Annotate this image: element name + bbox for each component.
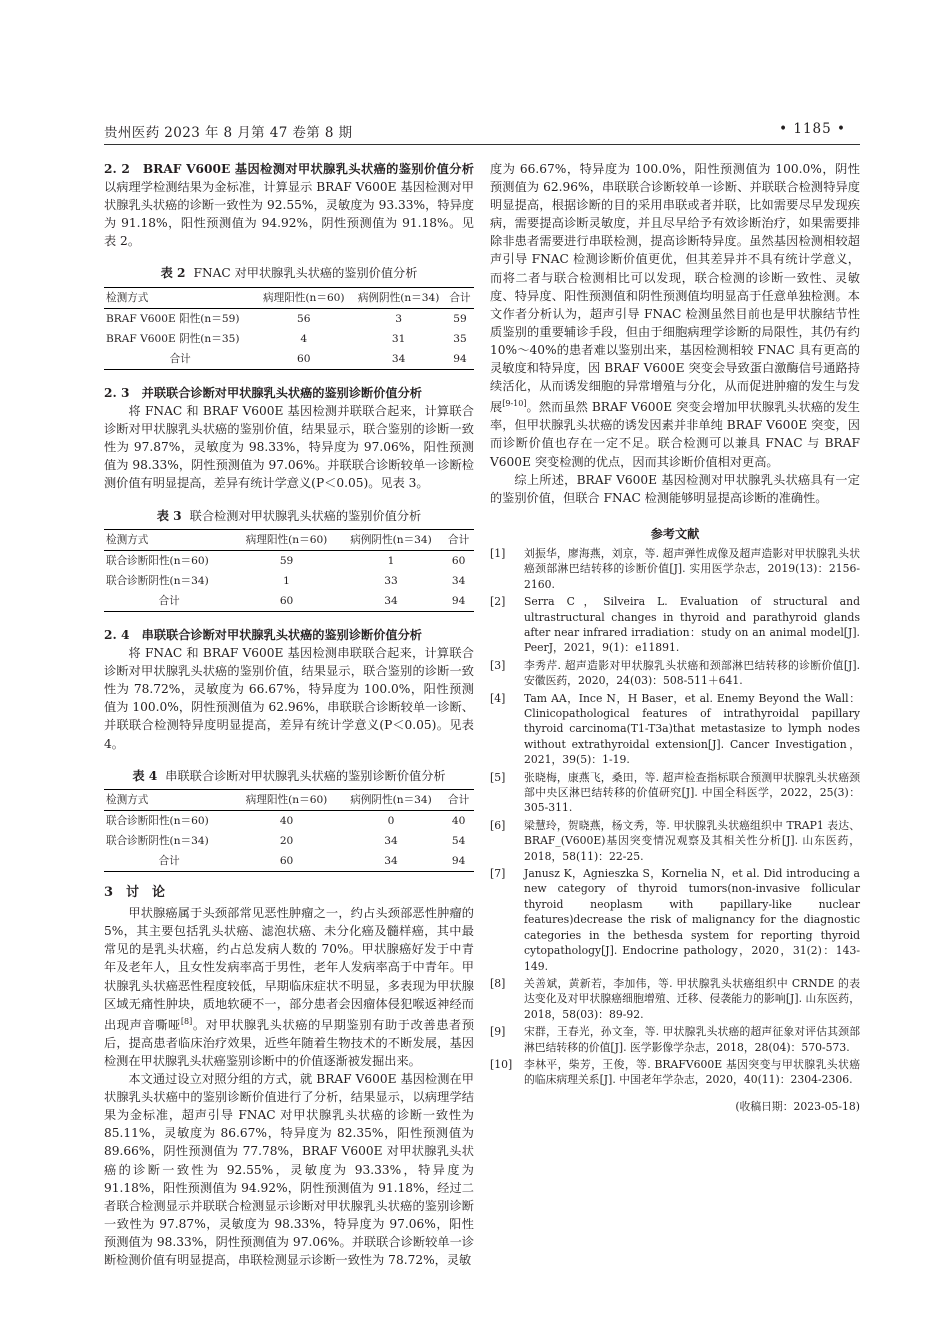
table-cell: 34 bbox=[451, 574, 466, 587]
reference-text: 李林平，柴芳，王俊，等. BRAFV600E 基因突变与甲状腺乳头状癌的临床病理关系[J]. 中国老年学杂志，2020，40(11)：2304-2306. bbox=[524, 1057, 860, 1087]
table-header-cell: 检测方式 bbox=[106, 291, 149, 304]
table-cell: 94 bbox=[451, 594, 466, 607]
table-cell: 联合诊断阴性(n＝34) bbox=[106, 574, 209, 587]
reference-item bbox=[490, 770, 860, 816]
table-3-caption bbox=[104, 507, 474, 525]
table-cell: 3 bbox=[395, 312, 402, 325]
table-2-label: 表 2 bbox=[160, 266, 186, 281]
table-header-cell: 病理阳性(n＝60) bbox=[263, 291, 345, 304]
citation: [8] bbox=[180, 1016, 193, 1026]
table-cell: 34 bbox=[384, 834, 398, 847]
table-2-title: FNAC 对甲状腺乳头状癌的鉴别价值分析 bbox=[193, 266, 418, 281]
table-header-row bbox=[104, 287, 474, 308]
table-header-row bbox=[104, 529, 474, 550]
table-cell: 33 bbox=[384, 574, 398, 587]
table-row bbox=[104, 550, 474, 571]
table-cell: 60 bbox=[279, 594, 294, 607]
section-2-3-body: 将 FNAC 和 BRAF V600E 基因检测并联联合起来，计算联合诊断对甲状腺乳头状癌的鉴别价值，结果显示，联合鉴别的诊断一致性为 97.87%，灵敏度为 98.33%，特异度为 97.06%，阳性预测值为 98.33%，阴性预测值为 97.06%。并联联合诊断较单一诊断检测价值有明显提高，差异有统计学意义(P＜0.05)。见表 3。 bbox=[104, 404, 474, 491]
section-2-2-body: 以病理学检测结果为金标准，计算显示 BRAF V600E 基因检测对甲状腺乳头状癌的诊断一致性为 92.55%，灵敏度为 93.33%，特异度为 91.18%，阳性预测值为 94.92%，阴性预测值为 91.18%。见表 2。 bbox=[104, 180, 474, 249]
reference-number: [10] bbox=[490, 1057, 513, 1071]
table-cell: 59 bbox=[453, 312, 467, 325]
table-header-cell: 病例阴性(n＝34) bbox=[350, 533, 432, 546]
reference-text: 关善斌，黄新若，李加伟，等. 甲状腺乳头状癌组织中 CRNDE 的表达变化及对甲状腺癌细胞增殖、迁移、侵袭能力的影响[J]. 山东医药，2018，58(03)：89-92. bbox=[524, 976, 860, 1021]
table-2-caption bbox=[104, 264, 474, 282]
table-cell: 合计 bbox=[169, 352, 191, 365]
page-number: • 1185 • bbox=[779, 121, 846, 137]
table-header-cell: 合计 bbox=[448, 793, 470, 806]
received-date: (收稿日期：2023-05-18) bbox=[735, 1099, 860, 1113]
citation: [9-10] bbox=[502, 399, 527, 409]
reference-text: 宋群，王春光，孙文奎，等. 甲状腺乳头状癌的超声征象对评估其颈部淋巴结转移的价值[J]. 医学影像学杂志，2018，28(04)：570-573. bbox=[524, 1025, 860, 1054]
table-cell: 40 bbox=[279, 814, 294, 827]
discussion-paragraph-1 bbox=[104, 904, 474, 1070]
reference-list bbox=[490, 546, 860, 1088]
right-column bbox=[490, 160, 860, 1116]
reference-item bbox=[490, 658, 860, 689]
table-cell: 联合诊断阴性(n＝34) bbox=[106, 834, 209, 847]
table-header-cell: 合计 bbox=[449, 291, 471, 304]
table-4-title: 串联联合诊断对甲状腺乳头状癌的鉴别诊断价值分析 bbox=[165, 768, 446, 783]
table-header-cell: 病例阴性(n＝34) bbox=[350, 793, 432, 806]
table-cell: 54 bbox=[451, 834, 466, 847]
table-row bbox=[104, 810, 474, 831]
table-cell: 60 bbox=[297, 352, 311, 365]
reference-number: [1] bbox=[490, 546, 506, 560]
header-rule bbox=[104, 144, 860, 145]
reference-number: [5] bbox=[490, 770, 506, 784]
table-4-label: 表 4 bbox=[132, 768, 158, 783]
table-cell: 31 bbox=[391, 332, 406, 345]
table-row bbox=[104, 329, 474, 349]
section-2-4-body: 将 FNAC 和 BRAF V600E 基因检测串联联合起来，计算联合诊断对甲状腺乳头状癌的鉴别价值，结果显示，联合鉴别的诊断一致性为 78.72%，灵敏度为 66.67%，特异度为 100.0%，阳性预测值为 100.0%，阴性预测值为 62.96%，串联联合诊断较单一诊断、并联联合检测特异度明显提高，差异有统计学意义(P＜0.05)。见表 4。 bbox=[104, 646, 474, 751]
table-cell: 联合诊断阳性(n＝60) bbox=[106, 814, 209, 827]
table-cell: BRAF V600E 阴性(n＝35) bbox=[106, 332, 240, 345]
table-cell: 35 bbox=[453, 332, 467, 345]
section-2-2-heading: 2. 2 BRAF V600E 基因检测对甲状腺乳头状癌的鉴别价值分析 bbox=[104, 162, 474, 176]
reference-number: [9] bbox=[490, 1025, 506, 1039]
discussion-paragraph-3: 综上所述，BRAF V600E 基因检测对甲状腺乳头状癌具有一定的鉴别价值，但联合 FNAC 检测能够明显提高诊断的准确性。 bbox=[490, 472, 860, 505]
table-3-title: 联合检测对甲状腺乳头状癌的鉴别价值分析 bbox=[189, 508, 422, 523]
table-cell: 合计 bbox=[158, 594, 180, 607]
discussion-p1-tail: 。对甲状腺乳头状癌的早期鉴别有助于改善患者预后，提高患者临床治疗效果，近些年随着生物技术的不断发展，基因检测在甲状腺乳头状癌鉴别诊断中的价值逐渐被发掘出来。 bbox=[104, 1017, 475, 1068]
table-header-cell: 合计 bbox=[448, 533, 470, 546]
table-cell: 联合诊断阳性(n＝60) bbox=[106, 554, 209, 567]
table-cell: 20 bbox=[279, 834, 294, 847]
reference-item bbox=[490, 594, 860, 656]
table-row bbox=[104, 851, 474, 872]
table-4 bbox=[104, 789, 474, 872]
table-3-label: 表 3 bbox=[156, 508, 182, 523]
table-2 bbox=[104, 287, 474, 370]
table-cell: 4 bbox=[300, 332, 308, 345]
reference-text: 梁慧玲，贺晓燕，杨文秀，等. 甲状腺乳头状癌组织中 TRAP1 表达、BRAF_(V600E)基因突变情况观察及其相关性分析[J]. 山东医药，2018，58(11)：22-25. bbox=[524, 818, 860, 863]
table-header-cell: 病理阳性(n＝60) bbox=[245, 533, 328, 546]
section-2-2 bbox=[104, 160, 474, 250]
table-cell: 60 bbox=[451, 554, 466, 567]
reference-item bbox=[490, 546, 860, 592]
discussion-paragraph-2-continued bbox=[490, 160, 860, 471]
references-title: 参考文献 bbox=[650, 526, 700, 541]
table-cell: 合计 bbox=[158, 855, 180, 867]
table-cell: 0 bbox=[387, 814, 395, 827]
table-header-cell: 检测方式 bbox=[106, 533, 149, 546]
reference-item bbox=[490, 866, 860, 974]
table-cell: BRAF V600E 阳性(n＝59) bbox=[106, 312, 240, 325]
table-row bbox=[104, 308, 474, 329]
table-cell: 34 bbox=[384, 594, 398, 607]
table-cell: 34 bbox=[391, 352, 406, 365]
discussion-p2-continued-text: 度为 66.67%，特异度为 100.0%，阳性预测值为 100.0%，阴性预测值为 62.96%，串联联合诊断较单一诊断、并联联合检测特异度明显提高，根据诊断的目的采用串联或者并联，比如需要尽早发现疾病，需要提高诊断灵敏度，并且尽早给予有效诊断治疗，如果需要排除非患者需要进行串联检测，提高诊断特异度。虽然基因检测相较超声引导 FNAC 检测诊断价值更优，但其差异并不具有统计学意义，而将二者与联合检测相比可以发现，联合检测的诊断一致性、灵敏度、特异度、阳性预测值和阴性预测值均明显高于任意单独检测。本文作者分析认为，超声引导 FNAC 检测虽然目前也是甲状腺结节性质鉴别的重要辅诊手段，但由于细胞病理学诊断的局限性，其仍有约 10%～40%的患者难以鉴别出来，基因检测相较 FNAC 具有更高的灵敏度和特异度，因 BRAF V600E 突变会导致蛋白激酶信号通路持续活化，从而诱发细胞的异常增殖与分化，从而促进肿瘤的发生与发展 bbox=[490, 162, 860, 415]
reference-number: [7] bbox=[490, 867, 506, 881]
table-cell: 34 bbox=[384, 855, 398, 867]
reference-item bbox=[490, 691, 860, 768]
table-row bbox=[104, 591, 474, 612]
reference-text: Tam AA，Ince N，H Baser，et al. Enemy Beyond the Wall：Clinicopathological features of intrathyroidal papillary thyroid carcinoma(T1-T3a)that metastasize to lymph nodes without extrathyroidal extension[J]. Cancer Investigation，2021，39(5)：1-19. bbox=[524, 691, 860, 767]
reference-text: 刘振华，廖海燕，刘京，等. 超声弹性成像及超声造影对甲状腺乳头状癌颈部淋巴结转移的诊断价值[J]. 实用医学杂志，2019(13)：2156-2160. bbox=[524, 546, 860, 591]
table-cell: 1 bbox=[283, 574, 290, 587]
reference-number: [6] bbox=[490, 818, 506, 832]
table-cell: 94 bbox=[453, 352, 467, 365]
table-cell: 94 bbox=[451, 855, 466, 867]
table-row bbox=[104, 571, 474, 591]
discussion-p1-text: 甲状腺癌属于头颈部常见恶性肿瘤之一，约占头颈部恶性肿瘤的 5%，其主要包括乳头状癌、滤泡状癌、未分化癌及髓样癌，其中最常见的是乳头状癌，约占总发病人数的 70%。甲状腺癌好发于中青年及老年人，且女性发病率高于男性，老年人发病率高于中青年。甲状腺乳头状癌恶性程度较低，早期临床症状不明显，多表现为甲状腺区域无痛性肿块，质地软硬不一，部分患者会因瘤体侵犯喉返神经而出现声音嘶哑 bbox=[104, 906, 474, 1032]
reference-item bbox=[490, 1024, 860, 1055]
reference-text: 张晓梅，康燕飞，桑田，等. 超声检查指标联合预测甲状腺乳头状癌颈部中央区淋巴结转移的价值研究[J]. 中国全科医学，2022，25(3)：305-311. bbox=[524, 770, 860, 815]
table-cell: 56 bbox=[297, 312, 311, 325]
reference-text: Serra C，Silveira L. Evaluation of structural and ultrastructural changes in thyroid and parathyroid glands after near infrared irradiation：study on an animal model[J]. PeerJ，2021，9(1)：e11891. bbox=[524, 595, 860, 655]
table-header-cell: 病例阴性(n＝34) bbox=[357, 291, 440, 304]
table-row bbox=[104, 831, 474, 851]
reference-text: 李秀芹. 超声造影对甲状腺乳头状癌和颈部淋巴结转移的诊断价值[J]. 安徽医药，2020，24(03)：508-511＋641. bbox=[524, 658, 860, 688]
section-2-3-heading: 2. 3 并联联合诊断对甲状腺乳头状癌的鉴别诊断价值分析 bbox=[104, 385, 422, 400]
table-cell: 59 bbox=[279, 554, 294, 567]
table-cell: 60 bbox=[279, 855, 294, 867]
reference-number: [3] bbox=[490, 658, 506, 672]
table-cell: 1 bbox=[387, 554, 395, 567]
discussion-p2-tail: 。然而虽然 BRAF V600E 突变会增加甲状腺乳头状癌的发生率，但甲状腺乳头状癌的诱发因素并非单纯 BRAF V600E 突变，因而诊断价值也存在一定不足。联合检测可以兼具 FNAC 与 BRAF V600E 突变检测的优点，因而其诊断价值相对更高。 bbox=[490, 400, 860, 469]
table-3 bbox=[104, 529, 474, 612]
left-column bbox=[104, 160, 474, 1269]
journal-header: 贵州医药 2023 年 8 月第 47 卷第 8 期 bbox=[104, 125, 353, 141]
table-header-cell: 病理阳性(n＝60) bbox=[245, 793, 328, 806]
table-cell: 40 bbox=[451, 814, 466, 827]
table-header-row bbox=[104, 789, 474, 810]
table-row bbox=[104, 349, 474, 370]
table-4-caption bbox=[104, 767, 474, 785]
reference-item bbox=[490, 818, 860, 864]
section-3-heading: 3 讨 论 bbox=[104, 885, 166, 901]
reference-item bbox=[490, 976, 860, 1022]
reference-text: Janusz K，Agnieszka S，Kornelia N，et al. Did introducing a new category of thyroid tumors(non-invasive follicular thyroid neoplasm with papillary-like nuclear features)decrease the risk of malignancy for the diagnostic categories in the bethesda system for reporting thyroid cytopathology[J]. Endocrine pathology，2020，31(2)：143-149. bbox=[524, 867, 860, 973]
reference-number: [4] bbox=[490, 691, 506, 705]
reference-number: [2] bbox=[490, 595, 506, 609]
reference-item bbox=[490, 1057, 860, 1088]
section-2-4-heading: 2. 4 串联联合诊断对甲状腺乳头状癌的鉴别诊断价值分析 bbox=[104, 627, 422, 642]
table-header-cell: 检测方式 bbox=[106, 793, 149, 806]
discussion-paragraph-2-start: 本文通过设立对照分组的方式，就 BRAF V600E 基因检测在甲状腺乳头状癌中的鉴别诊断价值进行了分析，结果显示，以病理学结果为金标准，超声引导 FNAC 对甲状腺乳头状癌的诊断一致性为 85.11%，灵敏度为 86.67%，特异度为 82.35%，阳性预测值为 89.66%，阴性预测值为 77.78%，BRAF V600E 对甲状腺乳头状癌的诊断一致性为 92.55%，灵敏度为 93.33%，特异度为 91.18%，阳性预测值为 94.92%，阴性预测值为 91.18%，经过二者联合检测显示并联联合检测显示诊断对甲状腺乳头状癌的鉴别诊断一致性为 97.87%，灵敏度为 98.33%，特异度为 97.06%，阳性预测值为 98.33%，阴性预测值为 97.06%。并联联合诊断较单一诊断检测价值有明显提高，串联检测显示诊断一致性为 78.72%，灵敏 bbox=[104, 1072, 474, 1268]
reference-number: [8] bbox=[490, 976, 506, 990]
